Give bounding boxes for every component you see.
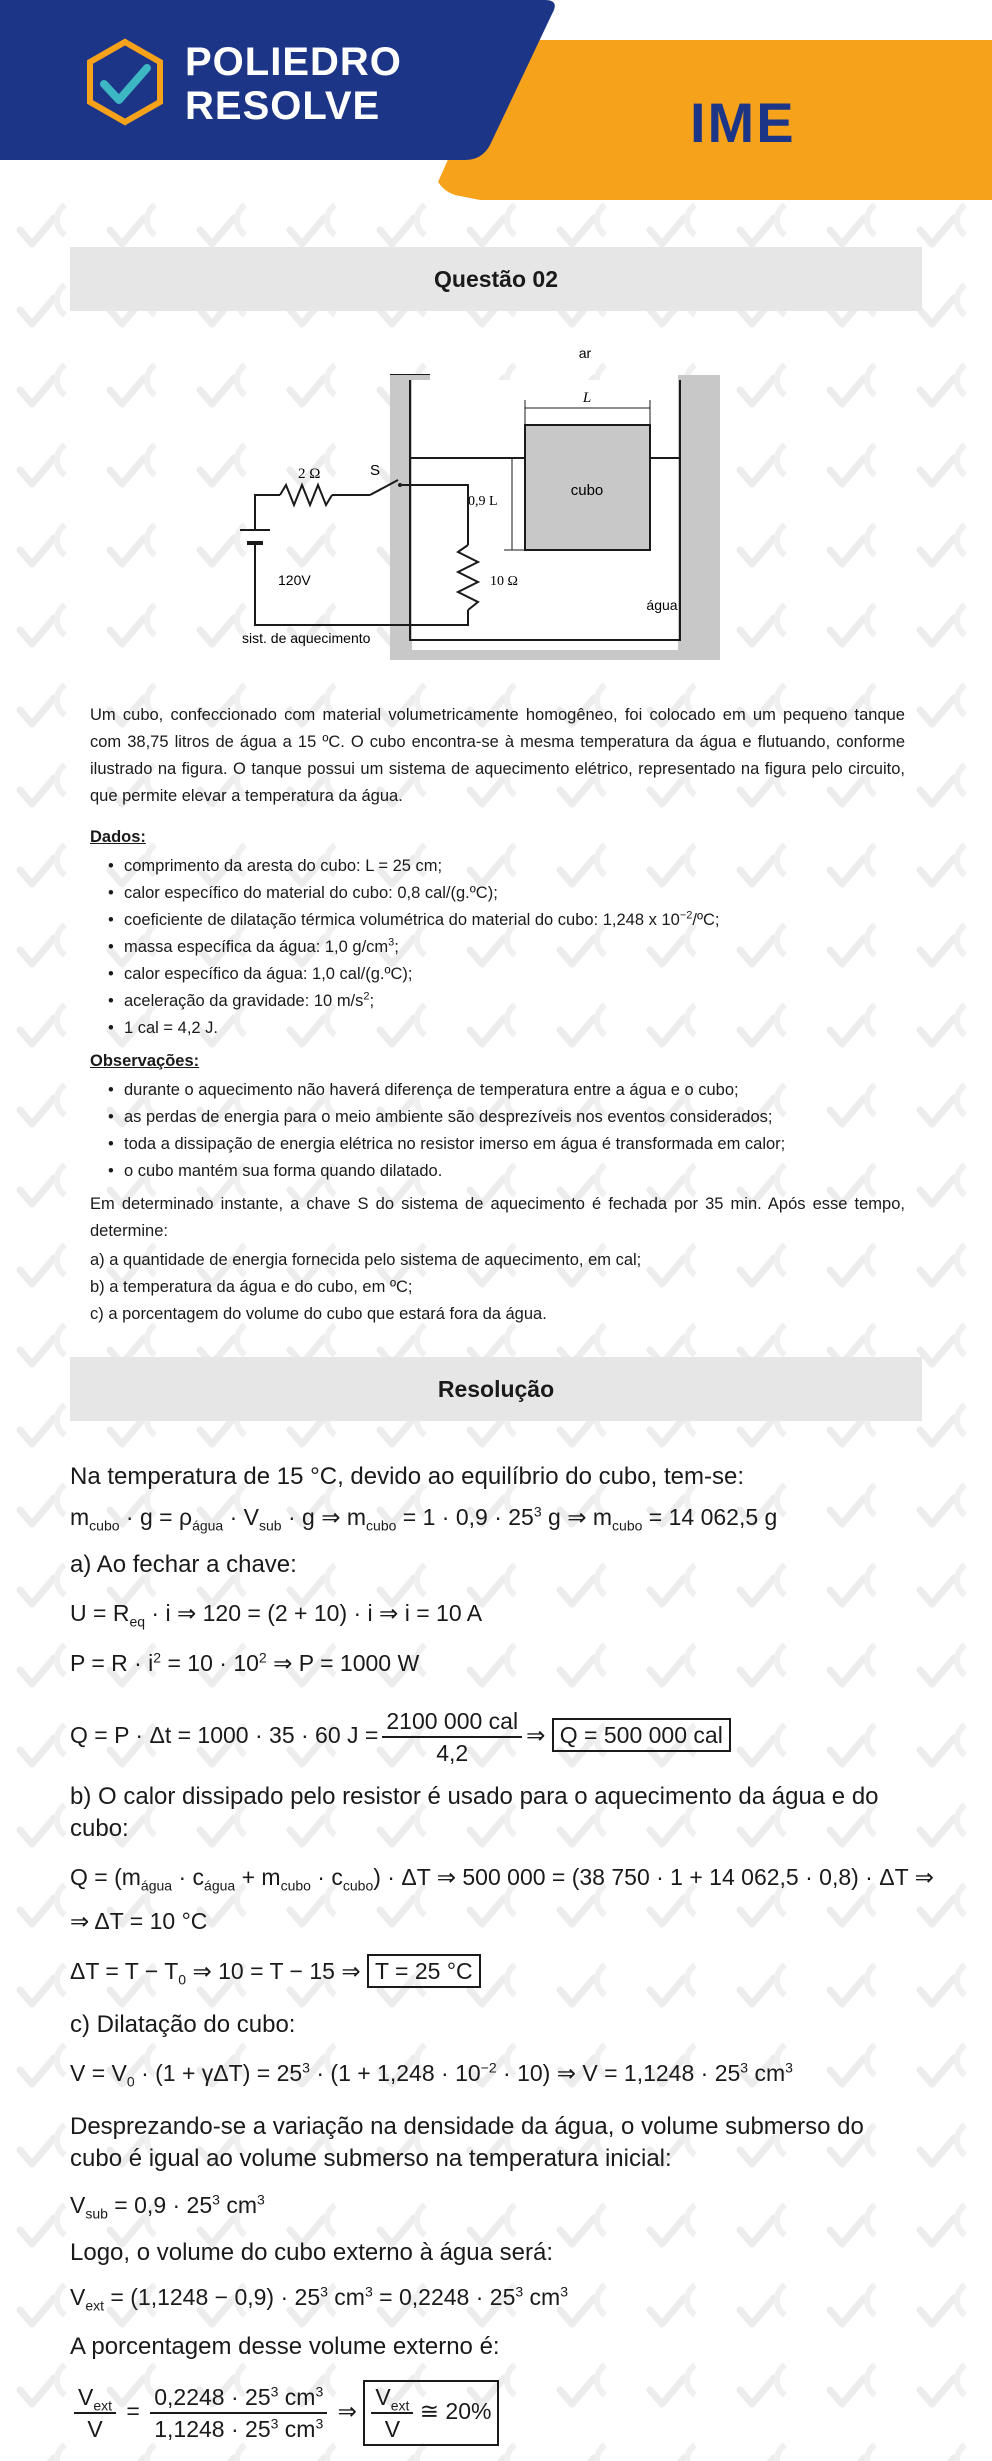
equation-power: $P = R \cdot i^2 = 10 \cdot 10^2$ ⇒ P = 1000 W bbox=[70, 1649, 420, 1676]
equation-external: $V_{ext} = (1,1248 - 0,9) \cdot 25^3$ $cm^3 = 0,2248 \cdot 25^3$ $cm^3$ bbox=[70, 2283, 569, 2314]
question-items bbox=[90, 1247, 905, 1328]
figure-cube-label: cubo bbox=[570, 482, 604, 499]
resolution-text: Logo, o volume do cubo externo à água será: bbox=[70, 2239, 553, 2266]
answer-a-box: Q = 500 000 cal bbox=[552, 1718, 731, 1752]
data-item: • aceleração da gravidade: 10 $m/s^2$; bbox=[124, 988, 905, 1015]
resolution-text: A porcentagem desse volume externo é: bbox=[70, 2333, 500, 2360]
answer-b-box: T = 25 °C bbox=[367, 1954, 481, 1988]
equation-energy: Q = P · Δt = 1000 · 35 · 60 J = $\frac{\text{2100 000 cal}}{4,2}$ ⇒ Q = 500 000 cal bbox=[70, 1706, 731, 1768]
question-item-c: c) a porcentagem do volume do cubo que estará fora da água. bbox=[90, 1305, 547, 1323]
brand-logo-text bbox=[185, 40, 402, 128]
equation-percentage: $\frac{V_{ext}}{V}$ = $\frac{0,2248 \cdot 25^3 cm^3}{1,1248 \cdot 25^3 cm^3}$ ⇒ $\frac{V_{ext}}{V}$ ≅ 20% bbox=[70, 2380, 499, 2446]
resolution-text: cubo: bbox=[70, 1815, 129, 1842]
brand-line-1: POLIEDRO bbox=[185, 40, 402, 84]
figure-height-label: 0,9 L bbox=[468, 494, 498, 509]
data-item: • calor específico da água: 1,0 cal/(g.ºC); bbox=[124, 961, 905, 988]
resolution-text: c) Dilatação do cubo: bbox=[70, 2011, 296, 2038]
data-item: • 1 cal = 4,2 J. bbox=[124, 1015, 905, 1042]
question-item-a: a) a quantidade de energia fornecida pelo sistema de aquecimento, em cal; bbox=[90, 1251, 642, 1269]
data-item: • massa específica da água: 1,0 $g/cm^3$; bbox=[124, 934, 905, 961]
data-list bbox=[90, 853, 905, 1042]
resolution-text: Desprezando-se a variação na densidade da água, o volume submerso do bbox=[70, 2113, 864, 2140]
resolution-text: a) Ao fechar a chave: bbox=[70, 1551, 297, 1578]
exam-name: IME bbox=[690, 91, 796, 154]
resolution-title: Resolução bbox=[70, 1357, 922, 1421]
equation-dilation: $V = V_0 \cdot (1 + \gamma\Delta T) = 25^3 \cdot (1 + 1,248 \cdot 10^{-2} \cdot 10)$ ⇒ $V = 1,1248 \cdot 25^3$ $cm^3$ bbox=[70, 2059, 793, 2090]
equation-mass: $m_{cubo} \cdot g = \rho_{água} \cdot V_{sub} \cdot g$ ⇒ $m_{cubo} = 1 \cdot 0,9 \cdot 25^3$ g ⇒ $m_{cubo} = 14$ 062,5 g bbox=[70, 1503, 778, 1534]
figure-switch-label: S bbox=[370, 462, 381, 479]
data-item: • coeficiente de dilatação térmica volumétrica do material do cubo: 1,248 x $10^{-2}/ºC$; bbox=[124, 907, 905, 934]
observation-item: • durante o aquecimento não haverá diferença de temperatura entre a água e o cubo; bbox=[124, 1077, 905, 1104]
data-item: • comprimento da aresta do cubo: L = 25 cm; bbox=[124, 853, 905, 880]
answer-c-box: $\frac{V_{ext}}{V}$ ≅ 20% bbox=[363, 2380, 499, 2446]
observation-item: • as perdas de energia para o meio ambiente são desprezíveis nos eventos considerados; bbox=[124, 1104, 905, 1131]
resolution-text: b) O calor dissipado pelo resistor é usado para o aquecimento da água e do bbox=[70, 1783, 879, 1810]
resolution-text: Na temperatura de 15 °C, devido ao equilíbrio do cubo, tem-se: bbox=[70, 1463, 744, 1490]
observations-section-title: Observações: bbox=[90, 1052, 200, 1070]
figure-air-label: ar bbox=[578, 345, 592, 361]
question-title: Questão 02 bbox=[70, 247, 922, 311]
resolution-text: cubo é igual ao volume submerso na temperatura inicial: bbox=[70, 2145, 672, 2172]
observation-item: • toda a dissipação de energia elétrica no resistor imerso em água é transformada em calor; bbox=[124, 1131, 905, 1158]
equation-heat-balance: $Q = (m_{água} \cdot c_{água} + m_{cubo} \cdot c_{cubo}) \cdot \Delta T$ ⇒ 500 000 = (38 750 · 1 + 14 062,5 · 0,8) · ΔT ⇒ bbox=[70, 1864, 934, 1894]
header-banner bbox=[0, 0, 992, 200]
figure-edge-label: L bbox=[582, 390, 592, 406]
figure-source-label: 120V bbox=[278, 572, 311, 588]
question-figure bbox=[230, 340, 770, 660]
equation-delta-t: ⇒ ΔT = 10 °C bbox=[70, 1908, 208, 1934]
question-intro: Um cubo, confeccionado com material volumetricamente homogêneo, foi colocado em um pequeno tanque com 38,75 litros de água a 15 ºC. O cubo encontra-se à mesma temperatura da água e flutuando, conforme ilustrado na figura. O tanque possui um sistema de aquecimento elétrico, representado na figura pelo circuito, que permite elevar a temperatura da água. bbox=[90, 706, 905, 805]
brand-line-2: RESOLVE bbox=[185, 84, 381, 128]
observation-item: • o cubo mantém sua forma quando dilatado. bbox=[124, 1158, 905, 1185]
question-item-b: b) a temperatura da água e do cubo, em ºC; bbox=[90, 1278, 413, 1296]
figure-r2-label: 10 Ω bbox=[490, 574, 518, 589]
observations-list bbox=[90, 1077, 905, 1185]
figure-system-label: sist. de aquecimento bbox=[242, 630, 371, 646]
data-section-title: Dados: bbox=[90, 828, 146, 846]
question-body bbox=[90, 702, 905, 1328]
figure-r1-label: 2 Ω bbox=[298, 466, 321, 482]
equation-submerged: $V_{sub} = 0,9 \cdot 25^3$ $cm^3$ bbox=[70, 2191, 265, 2222]
data-item: • calor específico do material do cubo: 0,8 cal/(g.ºC); bbox=[124, 880, 905, 907]
equation-current: $U = R_{eq} \cdot i$ ⇒ 120 = (2 + 10) · i ⇒ i = 10 A bbox=[70, 1600, 483, 1630]
equation-temperature: $\Delta T = T - T_0$ ⇒ 10 = T − 15 ⇒ T = 25 °C bbox=[70, 1954, 481, 1988]
figure-water-label: água bbox=[646, 597, 678, 613]
question-closing: Em determinado instante, a chave S do sistema de aquecimento é fechada por 35 min. Após esse tempo, determine: bbox=[90, 1195, 905, 1240]
